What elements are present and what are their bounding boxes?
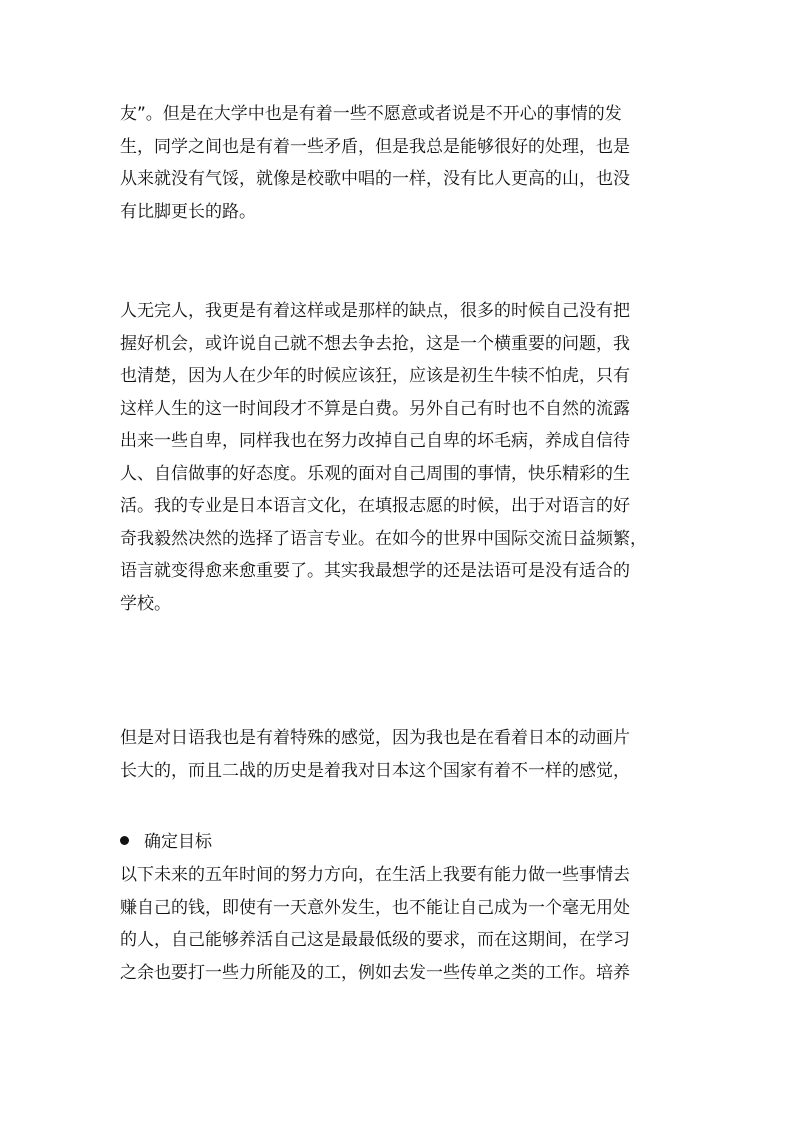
- paragraph-line: 以下未来的五年时间的努力方向，在生活上我要有能力做一些事情去: [120, 865, 630, 885]
- paragraph-1: [120, 98, 680, 228]
- paragraph-line: 的人，自己能够养活自己这是最最低级的要求，而在这期间，在学习: [120, 930, 630, 950]
- paragraph-2: [120, 295, 680, 620]
- paragraph-line: 奇我毅然决然的选择了语言专业。在如今的世界中国际交流日益频繁，: [120, 528, 647, 549]
- paragraph-line: 也清楚，因为人在少年的时候应该狂，应该是初生牛犊不怕虎，只有: [120, 366, 630, 386]
- paragraph-4: [120, 859, 680, 989]
- paragraph-line: 活。我的专业是日本语言文化，在填报志愿的时候，出于对语言的好: [120, 496, 630, 516]
- bullet-heading-text: 确定目标: [144, 832, 212, 852]
- paragraph-line: 生，同学之间也是有着一些矛盾，但是我总是能够很好的处理，也是: [120, 136, 630, 157]
- paragraph-line: 但是对日语我也是有着特殊的感觉，因为我也是在看着日本的动画片: [120, 728, 630, 748]
- bullet-heading: [120, 826, 212, 858]
- paragraph-line: 从来就没有气馁，就像是校歌中唱的一样，没有比人更高的山，也没: [120, 169, 630, 189]
- paragraph-line: 出来一些自卑，同样我也在努力改掉自己自卑的坏毛病，养成自信待: [120, 431, 630, 451]
- paragraph-line: 语言就变得愈来愈重要了。其实我最想学的还是法语可是没有适合的: [120, 561, 630, 581]
- paragraph-line: 友”。但是在大学中也是有着一些不愿意或者说是不开心的事情的发: [120, 104, 622, 124]
- paragraph-line: 之余也要打一些力所能及的工，例如去发一些传单之类的工作。培养: [120, 962, 630, 983]
- paragraph-line: 长大的，而且二战的历史是着我对日本这个国家有着不一样的感觉，: [120, 760, 630, 781]
- paragraph-line: 有比脚更长的路。: [120, 201, 256, 222]
- paragraph-line: 学校。: [120, 593, 171, 614]
- paragraph-line: 握好机会，或许说自己就不想去争去抢，这是一个横重要的问题，我: [120, 333, 630, 354]
- paragraph-line: 这样人生的这一时间段才不算是白费。另外自己有时也不自然的流露: [120, 398, 630, 419]
- paragraph-line: 人、自信做事的好态度。乐观的面对自己周围的事情，快乐精彩的生: [120, 463, 630, 484]
- paragraph-line: 人无完人，我更是有着这样或是那样的缺点，很多的时候自己没有把: [120, 301, 630, 321]
- bullet-dot-icon: [120, 836, 129, 845]
- paragraph-line: 赚自己的钱，即使有一天意外发生，也不能让自己成为一个毫无用处: [120, 897, 630, 918]
- paragraph-3: [120, 722, 680, 787]
